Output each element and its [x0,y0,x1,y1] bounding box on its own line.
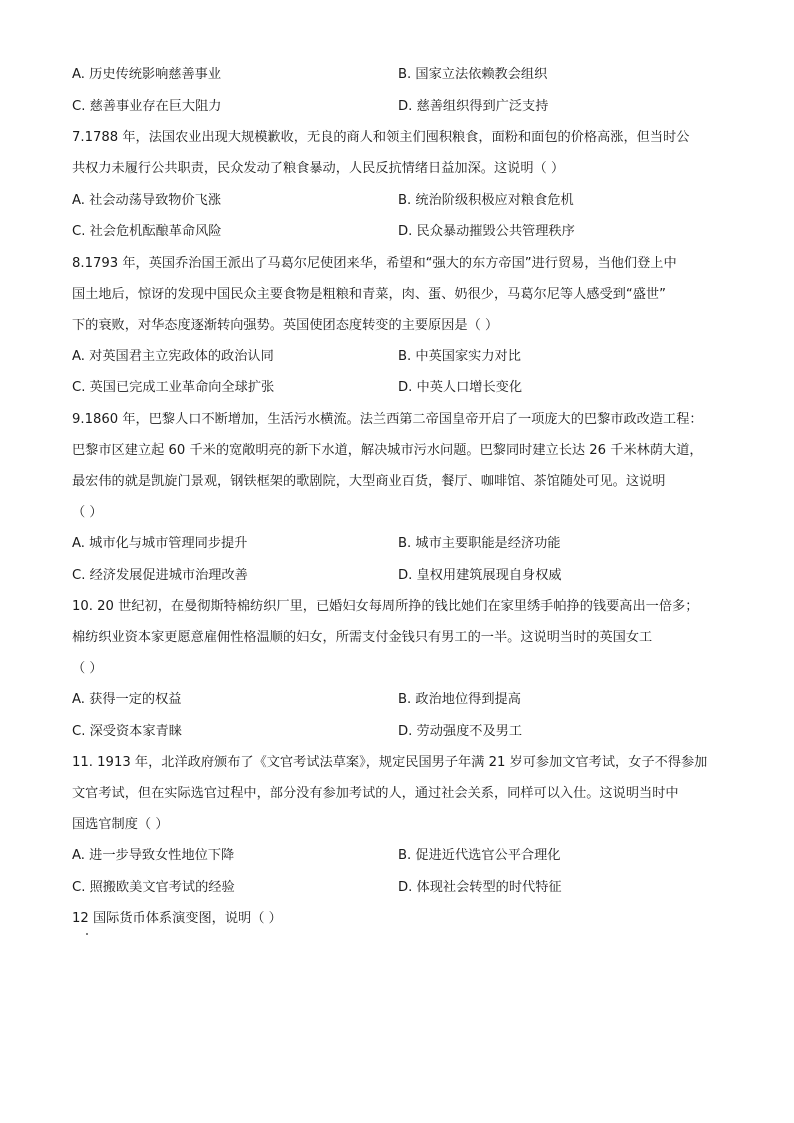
q9-option-d[interactable]: D. 皇权用建筑展现自身权威 [398,568,562,583]
q10-option-a[interactable]: A. 获得一定的权益 [72,692,182,707]
q10-stem-line-2: 棉纺织业资本家更愿意雇佣性格温顺的妇女，所需支付金钱只有男工的一半。这说明当时的英国女工 [72,630,653,645]
q12-stem-line-1: 12 国际货币体系演变图，说明（ ） [72,911,282,926]
q11-option-b[interactable]: B. 促进近代选官公平合理化 [398,848,561,863]
q10-stem-line-3: （ ） [72,661,103,676]
stray-mark [86,933,88,935]
q11-options-row-1 [72,845,732,867]
q11-option-a[interactable]: A. 进一步导致女性地位下降 [72,848,235,863]
q8-option-a[interactable]: A. 对英国君主立宪政体的政治认同 [72,349,274,364]
q7-option-d[interactable]: D. 民众暴动摧毁公共管理秩序 [398,224,575,239]
q10-option-b[interactable]: B. 政治地位得到提高 [398,692,521,707]
q11-option-d[interactable]: D. 体现社会转型的时代特征 [398,880,562,895]
q7-options-row-2 [72,221,732,243]
q8-options-row-2 [72,377,732,399]
q7-stem-line-2: 共权力未履行公共职责，民众发动了粮食暴动，人民反抗情绪日益加深。这说明（ ） [72,161,565,176]
q8-options-row-1 [72,346,732,368]
q11-option-c[interactable]: C. 照搬欧美文官考试的经验 [72,880,235,895]
q9-option-a[interactable]: A. 城市化与城市管理同步提升 [72,536,248,551]
q9-stem-line-2: 巴黎市区建立起 60 千米的宽敞明亮的新下水道，解决城市污水问题。巴黎同时建立长达 26 千米林荫大道， [72,443,703,458]
q10-options-row-2 [72,721,732,743]
q9-stem-line-3: 最宏伟的就是凯旋门景观，钢铁框架的歌剧院，大型商业百货，餐厅、咖啡馆、茶馆随处可见。这说明 [72,474,666,489]
q10-option-c[interactable]: C. 深受资本家青睐 [72,724,182,739]
q10-options-row-1 [72,689,732,711]
q7-options-row-1 [72,190,732,212]
q6-options-row-1 [72,64,732,86]
q7-option-b[interactable]: B. 统治阶级积极应对粮食危机 [398,193,574,208]
q8-option-d[interactable]: D. 中英人口增长变化 [398,380,523,395]
q8-stem-line-1: 8.1793 年，英国乔治国王派出了马葛尔尼使团来华，希望和“强大的东方帝国”进行贸易，当他们登上中 [72,256,677,271]
q6-option-d[interactable]: D. 慈善组织得到广泛支持 [398,99,549,114]
q9-stem-line-1: 9.1860 年，巴黎人口不断增加，生活污水横流。法兰西第二帝国皇帝开启了一项庞大的巴黎市政改造工程： [72,412,703,427]
q11-stem-line-2: 文官考试，但在实际选官过程中，部分没有参加考试的人，通过社会关系，同样可以入仕。这说明当时中 [72,786,679,801]
q9-options-row-2 [72,565,732,587]
q7-option-a[interactable]: A. 社会动荡导致物价飞涨 [72,193,222,208]
q9-options-row-1 [72,533,732,555]
q6-options-row-2 [72,96,732,118]
q11-stem-line-1: 11. 1913 年，北洋政府颁布了《文官考试法草案》，规定民国男子年满 21 岁可参加文官考试，女子不得参加 [72,755,708,770]
q11-options-row-2 [72,877,732,899]
q6-option-a[interactable]: A. 历史传统影响慈善事业 [72,67,222,82]
q8-stem-line-2: 国土地后，惊讶的发现中国民众主要食物是粗粮和青菜，肉、蛋、奶很少，马葛尔尼等人感受到“盛世” [72,287,666,302]
q7-stem-line-1: 7.1788 年，法国农业出现大规模歉收，无良的商人和领主们囤积粮食，面粉和面包的价格高涨，但当时公 [72,130,690,145]
q8-option-c[interactable]: C. 英国已完成工业革命向全球扩张 [72,380,275,395]
q9-stem-line-4: （ ） [72,505,103,520]
q10-stem-line-1: 10. 20 世纪初，在曼彻斯特棉纺织厂里，已婚妇女每周所挣的钱比她们在家里绣手帕挣的钱要高出一倍多； [72,599,699,614]
q9-option-c[interactable]: C. 经济发展促进城市治理改善 [72,568,248,583]
q6-option-c[interactable]: C. 慈善事业存在巨大阻力 [72,99,222,114]
q10-option-d[interactable]: D. 劳动强度不及男工 [398,724,523,739]
q6-option-b[interactable]: B. 国家立法依赖教会组织 [398,67,548,82]
q8-option-b[interactable]: B. 中英国家实力对比 [398,349,521,364]
q7-option-c[interactable]: C. 社会危机酝酿革命风险 [72,224,222,239]
q11-stem-line-3: 国选官制度（ ） [72,817,169,832]
q9-option-b[interactable]: B. 城市主要职能是经济功能 [398,536,561,551]
q8-stem-line-3: 下的衰败，对华态度逐渐转向强势。英国使团态度转变的主要原因是（ ） [72,318,499,333]
